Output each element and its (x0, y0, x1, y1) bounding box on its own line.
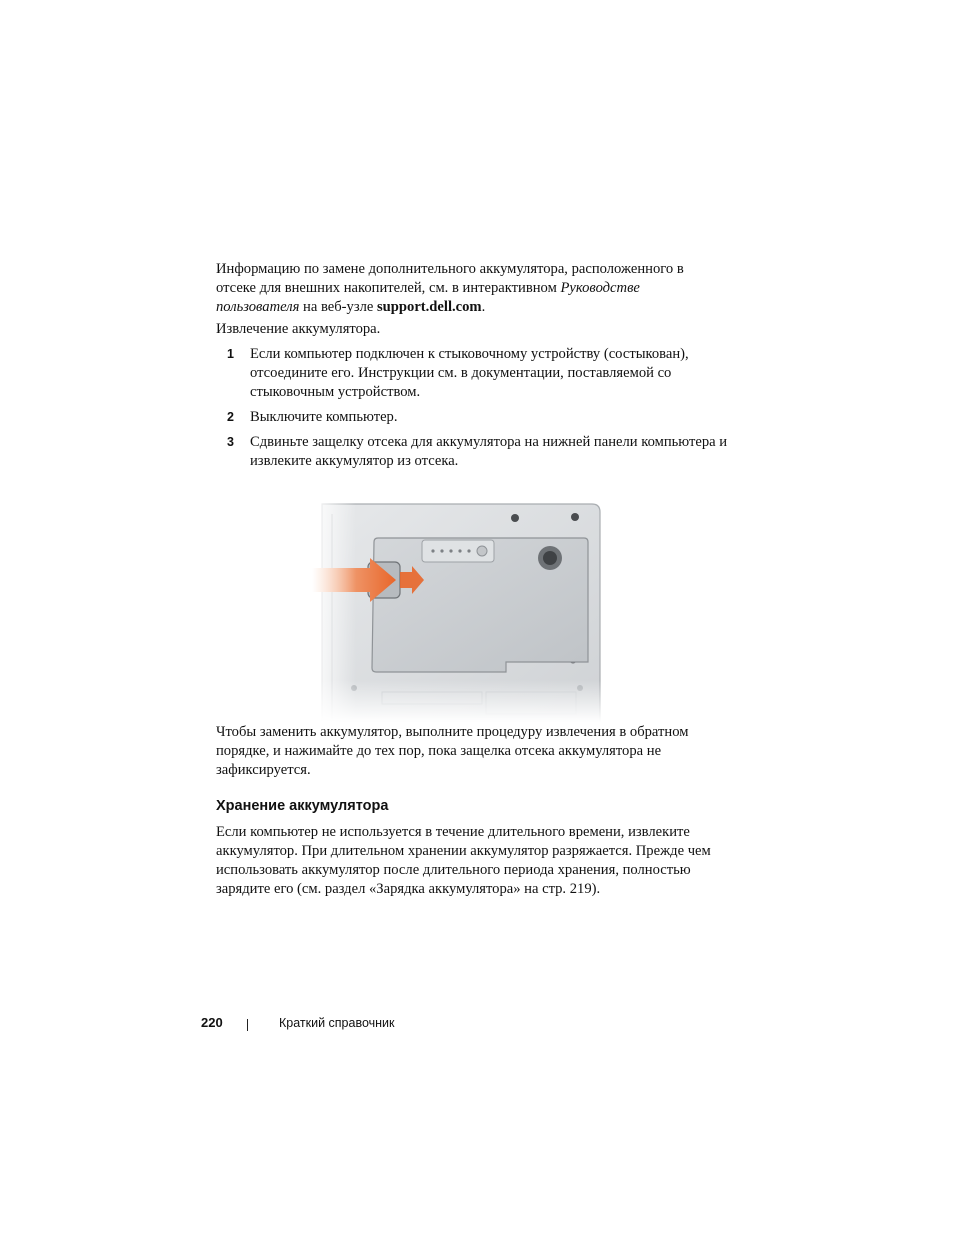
footer-divider (247, 1019, 248, 1031)
gauge-led-icon (449, 549, 452, 552)
removal-label: Извлечение аккумулятора. (216, 321, 381, 337)
intro-paragraph (216, 260, 726, 317)
step-number-1: 1 (227, 347, 234, 361)
screw-icon (571, 513, 579, 521)
gauge-led-icon (440, 549, 443, 552)
step-number-2: 2 (227, 410, 234, 424)
step-text-1: Если компьютер подключен к стыковочному устройству (состыкован), отсоедините его. Инструкции см. в документации, поставляемой со стыковочным устройством. (250, 346, 689, 400)
page-number: 220 (201, 1015, 223, 1030)
step-number-3: 3 (227, 435, 234, 449)
user-guide-name: Руководстве пользователя (216, 280, 640, 315)
gauge-button-icon (477, 546, 487, 556)
intro-text-1: Информацию по замене дополнительного аккумулятора, расположенного в отсеке для внешних накопителей, см. в интерактивном (216, 261, 684, 296)
laptop-bottom-svg (312, 500, 608, 722)
step-text-3: Сдвиньте защелку отсека для аккумулятора на нижней панели компьютера и извлеките аккумулятор из отсека. (250, 434, 728, 469)
gauge-led-icon (458, 549, 461, 552)
screw-icon (511, 514, 519, 522)
intro-text-2: на веб-узле (299, 299, 377, 315)
rubber-foot-center-icon (543, 551, 557, 565)
step-text-2: Выключите компьютер. (250, 409, 398, 425)
storage-paragraph: Если компьютер не используется в течение длительного времени, извлеките аккумулятор. При длительном хранении аккумулятор разряжается. Прежде чем использовать аккумулятор после длительного периода хранения, полностью зарядите его (см. раздел «Зарядка аккумулятора» на стр. 219). (216, 824, 711, 897)
gauge-led-icon (467, 549, 470, 552)
battery-removal-illustration (312, 500, 608, 722)
bottom-fade (312, 680, 608, 722)
section-heading: Хранение аккумулятора (216, 798, 389, 814)
support-site-link[interactable]: support.dell.com (377, 299, 482, 315)
intro-period: . (481, 299, 486, 315)
replace-instructions: Чтобы заменить аккумулятор, выполните процедуру извлечения в обратном порядке, и нажимайте до тех пор, пока защелка отсека аккумулятора не зафиксируется. (216, 724, 689, 778)
gauge-led-icon (431, 549, 434, 552)
footer-title: Краткий справочник (279, 1016, 395, 1030)
